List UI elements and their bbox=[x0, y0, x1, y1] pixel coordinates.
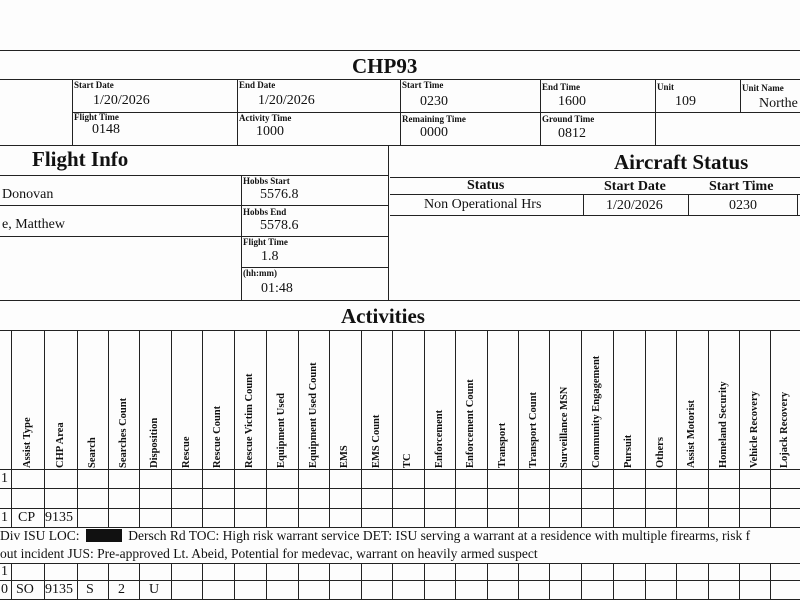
column-divider bbox=[392, 330, 393, 528]
status-start-time: 0230 bbox=[729, 198, 757, 213]
column-divider bbox=[361, 330, 362, 528]
flight-time-value: 0148 bbox=[92, 122, 120, 137]
column-divider bbox=[487, 563, 488, 600]
start-date-value: 1/20/2026 bbox=[93, 93, 150, 108]
unit-name-value: Northe bbox=[759, 96, 798, 111]
column-divider bbox=[298, 330, 299, 528]
column-header-label: EMS bbox=[339, 445, 350, 468]
row1-index: 1 bbox=[1, 471, 8, 486]
column-divider bbox=[676, 563, 677, 600]
column-divider bbox=[77, 563, 78, 600]
column-divider bbox=[44, 330, 45, 528]
column-divider bbox=[139, 330, 140, 528]
end-time-value: 1600 bbox=[558, 94, 586, 109]
column-header-label: Searches Count bbox=[118, 397, 129, 468]
column-header-label: Equipment Used bbox=[276, 393, 287, 468]
column-header-label: Pursuit bbox=[623, 434, 634, 468]
column-divider bbox=[202, 330, 203, 528]
start-date-label: Start Date bbox=[74, 80, 114, 90]
column-header-label: Disposition bbox=[149, 417, 160, 468]
column-divider bbox=[392, 563, 393, 600]
column-header-label: Equipment Used Count bbox=[308, 362, 319, 468]
column-divider bbox=[455, 563, 456, 600]
column-divider bbox=[266, 563, 267, 600]
column-divider bbox=[739, 330, 740, 528]
column-divider bbox=[298, 563, 299, 600]
column-divider bbox=[581, 563, 582, 600]
column-divider bbox=[487, 330, 488, 528]
column-divider bbox=[11, 330, 12, 528]
row2-index: 1 bbox=[1, 510, 8, 525]
narrative-loc-prefix: Div ISU LOC: bbox=[0, 528, 80, 543]
column-divider bbox=[171, 563, 172, 600]
row2-assist-type: CP bbox=[18, 510, 36, 525]
column-divider bbox=[708, 563, 709, 600]
flight-time-decimal-label: Flight Time bbox=[243, 237, 288, 247]
column-divider bbox=[108, 330, 109, 528]
flight-time-label: Flight Time bbox=[74, 112, 119, 122]
column-divider bbox=[11, 563, 12, 600]
column-header-label: Others bbox=[655, 437, 666, 468]
column-divider bbox=[645, 330, 646, 528]
column-header-label: EMS Count bbox=[371, 414, 382, 468]
hobbs-start-value: 5576.8 bbox=[260, 187, 299, 202]
start-date-header: Start Date bbox=[604, 179, 666, 194]
column-header-label: Rescue Victim Count bbox=[244, 373, 255, 468]
column-divider bbox=[202, 563, 203, 600]
column-divider bbox=[676, 330, 677, 528]
column-header-label: Rescue Count bbox=[212, 405, 223, 468]
activity-time-value: 1000 bbox=[256, 124, 284, 139]
narrative-line-1 bbox=[0, 528, 750, 544]
column-divider bbox=[770, 330, 771, 528]
row4-searches-count: 2 bbox=[118, 582, 125, 597]
column-divider bbox=[549, 563, 550, 600]
column-divider bbox=[424, 563, 425, 600]
column-header-label: Assist Motorist bbox=[686, 400, 697, 468]
activity-time-label: Activity Time bbox=[239, 113, 292, 123]
column-header-label: Homeland Security bbox=[718, 381, 729, 468]
column-header-label: Enforcement Count bbox=[465, 379, 476, 468]
column-divider bbox=[234, 563, 235, 600]
aircraft-status-heading: Aircraft Status bbox=[614, 150, 749, 174]
column-divider bbox=[329, 563, 330, 600]
column-header-label: Transport Count bbox=[528, 392, 539, 468]
column-divider bbox=[108, 563, 109, 600]
crew-name-1: Donovan bbox=[2, 187, 54, 202]
unit-value: 109 bbox=[675, 94, 696, 109]
flight-info-heading: Flight Info bbox=[32, 147, 129, 171]
start-time-value: 0230 bbox=[420, 94, 448, 109]
column-header-label: Vehicle Recovery bbox=[749, 391, 760, 468]
row3-index: 1 bbox=[1, 564, 8, 579]
end-date-label: End Date bbox=[239, 80, 276, 90]
remaining-time-value: 0000 bbox=[420, 125, 448, 140]
column-divider bbox=[770, 563, 771, 600]
column-header-label: Transport bbox=[497, 422, 508, 468]
column-header-label: Lojack Recovery bbox=[779, 391, 790, 468]
start-time-header: Start Time bbox=[709, 179, 774, 194]
column-header-label: Search bbox=[87, 437, 98, 468]
column-divider bbox=[234, 330, 235, 528]
column-divider bbox=[613, 563, 614, 600]
column-divider bbox=[171, 330, 172, 528]
activities-heading: Activities bbox=[341, 304, 425, 328]
hobbs-start-label: Hobbs Start bbox=[243, 176, 290, 186]
end-date-value: 1/20/2026 bbox=[258, 93, 315, 108]
ground-time-value: 0812 bbox=[558, 126, 586, 141]
column-divider bbox=[424, 330, 425, 528]
status-header: Status bbox=[467, 178, 505, 193]
column-divider bbox=[139, 563, 140, 600]
column-divider bbox=[329, 330, 330, 528]
row4-disposition: U bbox=[149, 582, 160, 597]
column-divider bbox=[266, 330, 267, 528]
hhmm-label: (hh:mm) bbox=[243, 268, 277, 278]
start-time-label: Start Time bbox=[402, 80, 444, 90]
column-header-label: Community Engagement bbox=[591, 355, 602, 468]
row4-search: S bbox=[86, 582, 94, 597]
row4-index: 0 bbox=[1, 582, 8, 597]
narrative-line-2: out incident JUS: Pre-approved Lt. Abeid, Potential for medevac, warrant on heavily armed suspect bbox=[0, 546, 538, 561]
narrative-details: Dersch Rd TOC: High risk warrant service DET: ISU serving a warrant at a residence with multiple firearms, risk f bbox=[128, 528, 751, 543]
hhmm-value: 01:48 bbox=[261, 281, 293, 296]
column-divider bbox=[361, 563, 362, 600]
column-header-label: Surveillance MSN bbox=[559, 386, 570, 468]
column-divider bbox=[518, 563, 519, 600]
column-header-label: Enforcement bbox=[434, 409, 445, 468]
column-divider bbox=[581, 330, 582, 528]
flight-time-decimal-value: 1.8 bbox=[261, 249, 279, 264]
row4-chp-area: 9135 bbox=[45, 582, 73, 597]
form-title: CHP93 bbox=[352, 54, 418, 78]
remaining-time-label: Remaining Time bbox=[402, 114, 466, 124]
row2-chp-area: 9135 bbox=[45, 510, 73, 525]
column-header-label: TC bbox=[402, 453, 413, 468]
status-value: Non Operational Hrs bbox=[424, 197, 542, 212]
row4-assist-type: SO bbox=[16, 582, 34, 597]
redaction-box bbox=[86, 529, 122, 542]
column-divider bbox=[77, 330, 78, 528]
hobbs-end-value: 5578.6 bbox=[260, 218, 299, 233]
column-header-label: Assist Type bbox=[22, 417, 33, 468]
column-divider bbox=[455, 330, 456, 528]
column-header-label: CHP Area bbox=[55, 422, 66, 468]
column-divider bbox=[613, 330, 614, 528]
unit-name-label: Unit Name bbox=[742, 83, 784, 93]
column-divider bbox=[739, 563, 740, 600]
hobbs-end-label: Hobbs End bbox=[243, 207, 287, 217]
column-divider bbox=[549, 330, 550, 528]
column-header-label: Rescue bbox=[181, 436, 192, 468]
column-divider bbox=[708, 330, 709, 528]
crew-name-2: e, Matthew bbox=[2, 217, 65, 232]
column-divider bbox=[645, 563, 646, 600]
column-divider bbox=[518, 330, 519, 528]
end-time-label: End Time bbox=[542, 82, 580, 92]
status-start-date: 1/20/2026 bbox=[606, 198, 663, 213]
unit-label: Unit bbox=[657, 82, 675, 92]
ground-time-label: Ground Time bbox=[542, 114, 595, 124]
